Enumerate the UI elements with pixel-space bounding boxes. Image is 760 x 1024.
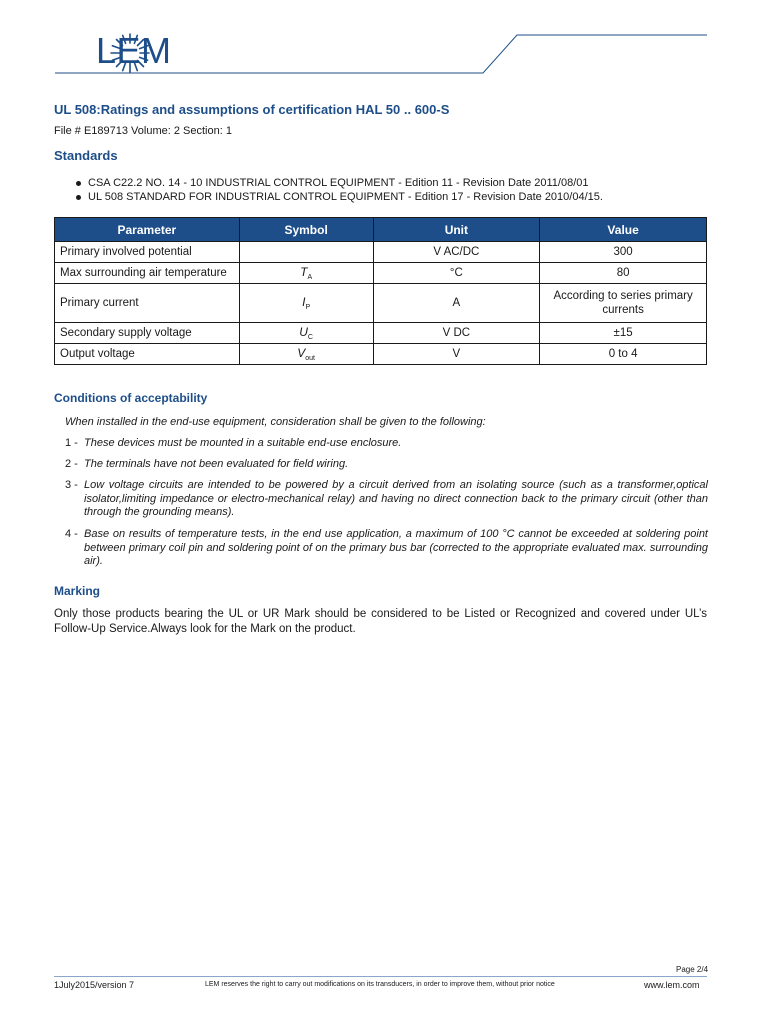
parameter-cell: Primary current	[55, 284, 240, 323]
column-header-value: Value	[540, 218, 707, 242]
table-row	[55, 323, 707, 344]
marking-paragraph: Only those products bearing the UL or UR Mark should be considered to be Listed or Recognized and covered under UL’s Follow-Up Service.Always look for the Mark on the product.	[54, 608, 707, 635]
value-cell: 300	[540, 242, 707, 263]
symbol-subscript: out	[305, 355, 315, 362]
condition-item	[65, 479, 708, 520]
parameter-cell: Max surrounding air temperature	[55, 263, 240, 284]
column-header-parameter: Parameter	[55, 218, 240, 242]
footer-disclaimer: LEM reserves the right to carry out modifications on its transducers, in order to improve them, without prior notice	[205, 981, 555, 988]
conditions-intro: When installed in the end-use equipment, consideration shall be given to the following:	[65, 416, 486, 428]
condition-text: Base on results of temperature tests, in the end use application, a maximum of 100 °C cannot be exceeded at soldering point between primary coil pin and soldering point of on the primary bus bar (corrected to the appropriate evaluated max. surrounding air).	[84, 528, 708, 567]
symbol-cell	[239, 344, 373, 365]
value-cell: According to series primary currents	[540, 284, 707, 323]
marking-heading: Marking	[54, 584, 101, 598]
condition-text: These devices must be mounted in a suitable end-use enclosure.	[84, 437, 402, 449]
standards-heading: Standards	[54, 148, 118, 163]
symbol-subscript: A	[307, 274, 313, 281]
table-row	[55, 284, 707, 323]
unit-cell: V	[373, 344, 540, 365]
symbol-text: U	[299, 325, 308, 339]
footer-website-link[interactable]: www.lem.com	[644, 980, 700, 990]
conditions-heading: Conditions of acceptability	[54, 391, 208, 405]
unit-cell: °C	[373, 263, 540, 284]
condition-item	[65, 437, 708, 451]
condition-number: 2 -	[65, 458, 78, 470]
symbol-cell	[239, 323, 373, 344]
parameter-cell: Primary involved potential	[55, 242, 240, 263]
condition-number: 1 -	[65, 437, 78, 449]
unit-cell: V DC	[373, 323, 540, 344]
parameter-cell: Secondary supply voltage	[55, 323, 240, 344]
condition-item	[65, 458, 708, 472]
symbol-text: I	[302, 295, 306, 309]
value-cell: ±15	[540, 323, 707, 344]
unit-cell: A	[373, 284, 540, 323]
value-cell: 0 to 4	[540, 344, 707, 365]
standards-item: UL 508 STANDARD FOR INDUSTRIAL CONTROL EQUIPMENT - Edition 17 - Revision Date 2010/04/15.	[75, 190, 603, 204]
condition-text: Low voltage circuits are intended to be powered by a circuit derived from an isolating source (such as a transformer,optical isolator,limiting impedance or electro-mechanical relay) and having no direct connection back to the primary circuit (other than through the grounding means).	[84, 479, 708, 518]
standards-item: CSA C22.2 NO. 14 - 10 INDUSTRIAL CONTROL EQUIPMENT - Edition 11 - Revision Date 2011/08/01	[75, 176, 603, 190]
table-row	[55, 344, 707, 365]
page-number: Page 2/4	[676, 965, 709, 974]
symbol-text: T	[300, 265, 308, 279]
condition-item	[65, 528, 708, 569]
symbol-text: V	[297, 346, 306, 360]
symbol-cell	[239, 263, 373, 284]
symbol-cell	[239, 284, 373, 323]
table-row	[55, 263, 707, 284]
page-title: UL 508:Ratings and assumptions of certification HAL 50 .. 600-S	[54, 102, 450, 117]
symbol-subscript: P	[305, 304, 311, 311]
file-reference: File # E189713 Volume: 2 Section: 1	[54, 125, 232, 137]
ratings-table	[54, 217, 707, 365]
column-header-symbol: Symbol	[239, 218, 373, 242]
column-header-unit: Unit	[373, 218, 540, 242]
table-header-row	[55, 218, 707, 242]
condition-text: The terminals have not been evaluated for field wiring.	[84, 458, 349, 470]
value-cell: 80	[540, 263, 707, 284]
table-row	[55, 242, 707, 263]
parameter-cell: Output voltage	[55, 344, 240, 365]
symbol-subscript: C	[307, 334, 313, 341]
condition-number: 3 -	[65, 479, 78, 491]
footer-version-date: 1July2015/version 7	[54, 980, 135, 990]
standards-list	[75, 176, 603, 204]
symbol-cell	[239, 242, 373, 263]
condition-number: 4 -	[65, 528, 78, 540]
unit-cell: V AC/DC	[373, 242, 540, 263]
lem-logo-text: LEM	[96, 30, 172, 71]
footer-divider	[54, 976, 707, 977]
